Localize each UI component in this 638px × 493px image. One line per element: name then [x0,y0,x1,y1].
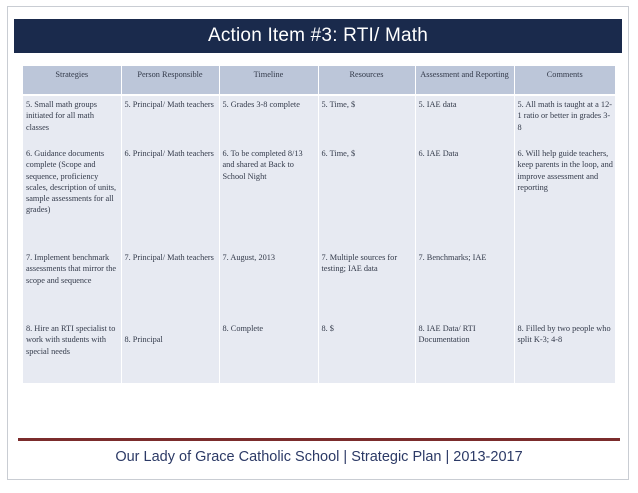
table-row [23,95,615,145]
action-plan-table-container [23,66,615,368]
footer-divider [18,438,620,441]
header-resources: Resources [318,66,415,95]
cell-resources: 5. Time, $ [318,95,415,145]
cell-comments: 5. All math is taught at a 12-1 ratio or better in grades 3-8 [514,95,615,145]
header-person-responsible: Person Responsible [121,66,219,95]
header-strategies: Strategies [23,66,121,95]
slide-title: Action Item #3: RTI/ Math [207,25,429,46]
cell-person: 8. Principal [121,320,219,383]
cell-assessment: 7. Benchmarks; IAE [415,249,514,320]
cell-person: 7. Principal/ Math teachers [121,249,219,320]
cell-comments [514,249,615,320]
title-bar [14,19,622,53]
cell-assessment: 6. IAE Data [415,145,514,249]
table-row [23,320,615,383]
footer-caption: Our Lady of Grace Catholic School | Strategic Plan | 2013-2017 [115,449,523,465]
cell-resources: 6. Time, $ [318,145,415,249]
cell-comments: 8. Filled by two people who split K-3; 4-8 [514,320,615,383]
cell-strategy: 8. Hire an RTI specialist to work with students with special needs [23,320,121,383]
header-timeline: Timeline [219,66,318,95]
table-row [23,249,615,320]
cell-strategy: 5. Small math groups initiated for all math classes [23,95,121,145]
table-row [23,145,615,249]
cell-timeline: 5. Grades 3-8 complete [219,95,318,145]
cell-assessment: 5. IAE data [415,95,514,145]
cell-strategy: 6. Guidance documents complete (Scope and sequence, proficiency scales, description of units, sample assessments for all grades) [23,145,121,249]
table-header-row [23,66,615,95]
cell-timeline: 6. To be completed 8/13 and shared at Back to School Night [219,145,318,249]
cell-person: 6. Principal/ Math teachers [121,145,219,249]
cell-timeline: 8. Complete [219,320,318,383]
cell-assessment: 8. IAE Data/ RTI Documentation [415,320,514,383]
cell-comments: 6. Will help guide teachers, keep parents in the loop, and improve assessment and reporting [514,145,615,249]
action-plan-table [23,66,615,383]
cell-timeline: 7. August, 2013 [219,249,318,320]
cell-resources: 8. $ [318,320,415,383]
header-assessment-reporting: Assessment and Reporting [415,66,514,95]
cell-person: 5. Principal/ Math teachers [121,95,219,145]
header-comments: Comments [514,66,615,95]
cell-resources: 7. Multiple sources for testing; IAE data [318,249,415,320]
cell-strategy: 7. Implement benchmark assessments that mirror the scope and sequence [23,249,121,320]
